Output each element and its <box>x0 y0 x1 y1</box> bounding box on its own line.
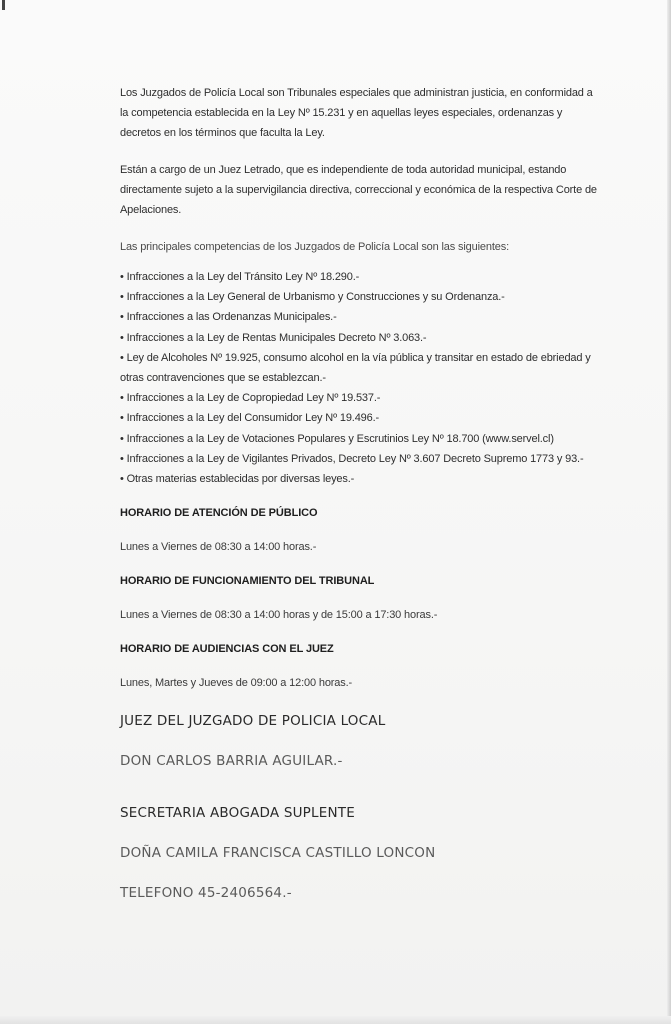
list-item: • Infracciones a las Ordenanzas Municipales.- <box>120 311 337 324</box>
competencias-list <box>120 267 600 489</box>
page-bottom-edge <box>0 1016 671 1024</box>
horario-atencion-text: Lunes a Viernes de 08:30 a 14:00 horas.- <box>120 541 317 554</box>
list-item: • Ley de Alcoholes Nº 19.925, consumo alcohol en la vía pública y transitar en estado de ebriedad y otras contravenciones que se establezcan.- <box>120 351 591 385</box>
list-item: • Infracciones a la Ley de Copropiedad Ley Nº 19.537.- <box>120 392 381 405</box>
list-item: • Otras materias establecidas por diversas leyes.- <box>120 473 355 486</box>
competencias-intro: Las principales competencias de los Juzgados de Policía Local son las siguientes: <box>120 241 509 253</box>
horario-audiencias-heading: HORARIO DE AUDIENCIAS CON EL JUEZ <box>120 643 334 656</box>
intro-paragraph-2: Están a cargo de un Juez Letrado, que es independiente de toda autoridad municipal, estando directamente sujeto a la supervigilancia directiva, correccional y económica de la respectiva Corte de Apelaciones. <box>120 164 597 216</box>
intro-paragraph-1: Los Juzgados de Policía Local son Tribunales especiales que administran justicia, en conformidad a la competencia establecida en la Ley Nº 15.231 y en aquellas leyes especiales, ordenanzas y decretos en los términos que faculta la Ley. <box>120 87 593 139</box>
list-item: • Infracciones a la Ley de Votaciones Populares y Escrutinios Ley Nº 18.700 (www.servel.cl) <box>120 432 554 445</box>
scan-corner-mark <box>2 0 5 10</box>
list-item: • Infracciones a la Ley del Tránsito Ley Nº 18.290.- <box>120 271 360 283</box>
telefono: TELEFONO 45-2406564.- <box>120 885 292 902</box>
secretaria-name: DOÑA CAMILA FRANCISCA CASTILLO LONCON <box>120 845 436 862</box>
horario-funcionamiento-text: Lunes a Viernes de 08:30 a 14:00 horas y de 15:00 a 17:30 horas.- <box>120 609 438 622</box>
secretaria-title: SECRETARIA ABOGADA SUPLENTE <box>120 805 355 822</box>
juez-name: DON CARLOS BARRIA AGUILAR.- <box>120 753 343 770</box>
list-item: • Infracciones a la Ley del Consumidor Ley Nº 19.496.- <box>120 412 380 425</box>
juez-title: JUEZ DEL JUZGADO DE POLICIA LOCAL <box>120 713 386 730</box>
horario-funcionamiento-heading: HORARIO DE FUNCIONAMIENTO DEL TRIBUNAL <box>120 575 375 588</box>
page-right-edge <box>667 0 671 1024</box>
list-item: • Infracciones a la Ley de Vigilantes Privados, Decreto Ley Nº 3.607 Decreto Supremo 1773 y 93.- <box>120 452 584 465</box>
horario-audiencias-text: Lunes, Martes y Jueves de 09:00 a 12:00 horas.- <box>120 677 353 690</box>
list-item: • Infracciones a la Ley de Rentas Municipales Decreto Nº 3.063.- <box>120 331 427 344</box>
document-body <box>120 83 600 903</box>
list-item: • Infracciones a la Ley General de Urbanismo y Construcciones y su Ordenanza.- <box>120 291 505 304</box>
horario-atencion-heading: HORARIO DE ATENCIÓN DE PÚBLICO <box>120 507 318 520</box>
